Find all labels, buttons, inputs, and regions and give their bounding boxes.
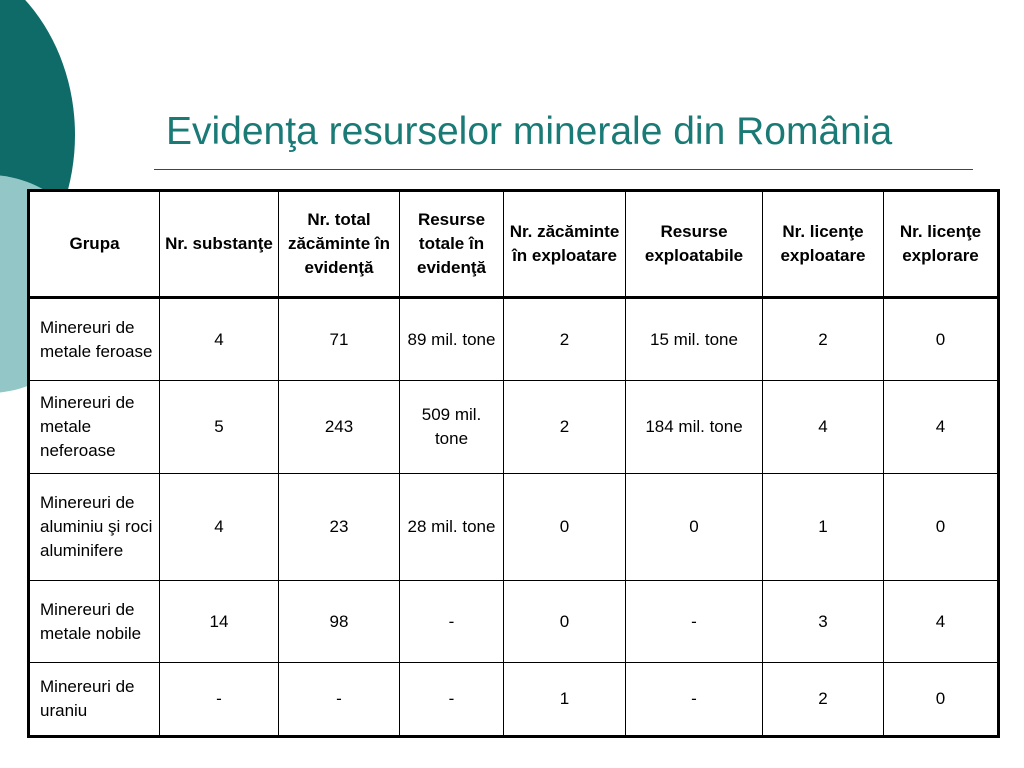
- table-row: [29, 581, 999, 663]
- header-cell: Nr. zăcăminte în exploatare: [504, 191, 626, 298]
- table-cell: -: [626, 581, 763, 663]
- table-cell: 2: [504, 381, 626, 474]
- table-cell: 2: [763, 663, 884, 737]
- table-cell: 4: [884, 381, 999, 474]
- table-cell: 89 mil. tone: [400, 298, 504, 381]
- table-cell: -: [279, 663, 400, 737]
- header-cell: Nr. total zăcăminte în evidenţă: [279, 191, 400, 298]
- table-cell: 184 mil. tone: [626, 381, 763, 474]
- table-cell: 28 mil. tone: [400, 474, 504, 581]
- table-cell: -: [400, 663, 504, 737]
- table-cell: 98: [279, 581, 400, 663]
- header-cell: Nr. licenţe explorare: [884, 191, 999, 298]
- table-cell: 509 mil. tone: [400, 381, 504, 474]
- table-cell: 0: [884, 663, 999, 737]
- table-cell: 71: [279, 298, 400, 381]
- table-cell: 1: [504, 663, 626, 737]
- header-cell: Nr. substanţe: [160, 191, 279, 298]
- table-cell: 4: [160, 474, 279, 581]
- table-cell: 0: [504, 474, 626, 581]
- group-cell: Minereuri de metale feroase: [29, 298, 160, 381]
- table-cell: 0: [504, 581, 626, 663]
- table-cell: 23: [279, 474, 400, 581]
- group-cell: Minereuri de metale neferoase: [29, 381, 160, 474]
- table-cell: 0: [884, 298, 999, 381]
- group-cell: Minereuri de uraniu: [29, 663, 160, 737]
- slide-title: Evidenţa resurselor minerale din România: [166, 110, 893, 153]
- table-cell: 14: [160, 581, 279, 663]
- table-cell: 4: [160, 298, 279, 381]
- table-cell: 15 mil. tone: [626, 298, 763, 381]
- table-cell: 5: [160, 381, 279, 474]
- resources-table: [27, 189, 1000, 738]
- table-cell: 1: [763, 474, 884, 581]
- table-row: [29, 298, 999, 381]
- table-cell: -: [160, 663, 279, 737]
- group-cell: Minereuri de metale nobile: [29, 581, 160, 663]
- table-row: [29, 381, 999, 474]
- title-divider: [154, 169, 973, 170]
- table-header-row: [29, 191, 999, 298]
- table-cell: 2: [763, 298, 884, 381]
- table-cell: 4: [763, 381, 884, 474]
- header-cell: Grupa: [29, 191, 160, 298]
- table-cell: 4: [884, 581, 999, 663]
- table-cell: -: [400, 581, 504, 663]
- table-row: [29, 663, 999, 737]
- header-cell: Resurse totale în evidenţă: [400, 191, 504, 298]
- table-cell: 0: [626, 474, 763, 581]
- table-row: [29, 474, 999, 581]
- table-cell: 0: [884, 474, 999, 581]
- table-cell: 243: [279, 381, 400, 474]
- table-cell: 3: [763, 581, 884, 663]
- header-cell: Resurse exploatabile: [626, 191, 763, 298]
- table-cell: 2: [504, 298, 626, 381]
- group-cell: Minereuri de aluminiu şi roci aluminifere: [29, 474, 160, 581]
- table-cell: -: [626, 663, 763, 737]
- header-cell: Nr. licenţe exploatare: [763, 191, 884, 298]
